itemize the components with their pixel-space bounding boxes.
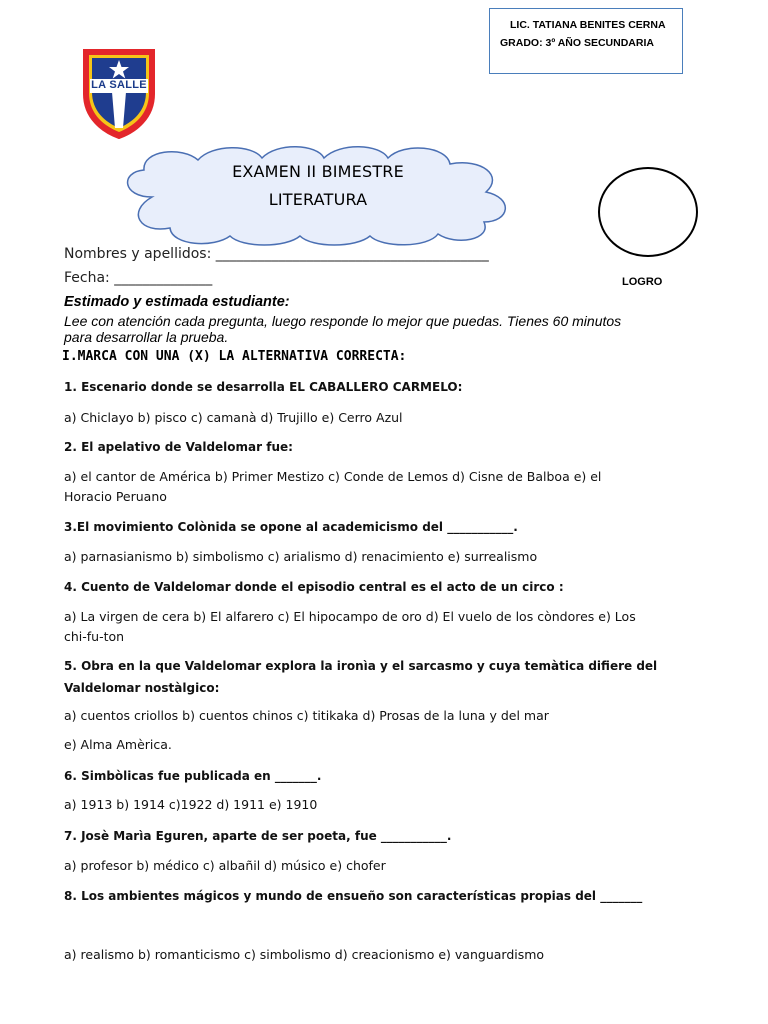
answers-4[interactable] [64, 607, 704, 647]
date-field[interactable]: Fecha: ______________ [64, 270, 213, 286]
answers-1[interactable]: a) Chiclayo b) pisco c) camanà d) Trujillo e) Cerro Azul [64, 410, 403, 425]
question-3: 3.El movimiento Colònida se opone al academicismo del ___________. [64, 520, 518, 534]
answers-3[interactable]: a) parnasianismo b) simbolismo c) arialismo d) renacimiento e) surrealismo [64, 549, 538, 564]
answers-5-line1[interactable]: a) cuentos criollos b) cuentos chinos c) titikaka d) Prosas de la luna y del mar [64, 708, 549, 723]
section-title: I.MARCA CON UNA (X) LA ALTERNATIVA CORRECTA: [62, 349, 407, 364]
answers-4-line2: chi-fu-ton [64, 629, 125, 644]
logo-text: LA SALLE [91, 79, 147, 91]
name-field[interactable]: Nombres y apellidos: _______________________________________ [64, 246, 489, 262]
answers-2-line2: Horacio Peruano [64, 489, 167, 504]
logro-label: LOGRO [622, 276, 663, 288]
question-5 [64, 655, 704, 699]
teacher-name: LIC. TATIANA BENITES CERNA [510, 19, 666, 31]
answers-5-line2[interactable]: e) Alma Amèrica. [64, 737, 172, 752]
answers-4-line1: a) La virgen de cera b) El alfarero c) El hipocampo de oro d) El vuelo de los còndores e) Los [64, 609, 636, 624]
question-7: 7. Josè Marìa Eguren, aparte de ser poeta, fue ___________. [64, 829, 452, 843]
exam-title-line2: LITERATURA [268, 190, 368, 209]
question-5-line2: Valdelomar nostàlgico: [64, 681, 220, 695]
instructions-line1: Lee con atención cada pregunta, luego responde lo mejor que puedas. Tienes 60 minutos [64, 313, 622, 329]
answers-6[interactable]: a) 1913 b) 1914 c)1922 d) 1911 e) 1910 [64, 797, 318, 812]
question-4: 4. Cuento de Valdelomar donde el episodio central es el acto de un circo : [64, 580, 564, 594]
exam-title-line1: EXAMEN II BIMESTRE [232, 162, 404, 181]
question-1: 1. Escenario donde se desarrolla EL CABALLERO CARMELO: [64, 380, 463, 394]
greeting: Estimado y estimada estudiante: [64, 294, 290, 310]
question-5-line1: 5. Obra en la que Valdelomar explora la ironìa y el sarcasmo y cuya temàtica difiere del [64, 659, 658, 673]
answers-2-line1: a) el cantor de América b) Primer Mestizo c) Conde de Lemos d) Cisne de Balboa e) el [64, 469, 602, 484]
instructions-line2: para desarrollar la prueba. [64, 329, 229, 345]
question-8: 8. Los ambientes mágicos y mundo de ensueño son características propias del _______ [64, 889, 643, 903]
grade-circle [598, 167, 698, 257]
answers-2[interactable] [64, 467, 704, 507]
exam-title [170, 158, 466, 214]
answers-8[interactable]: a) realismo b) romanticismo c) simbolismo d) creacionismo e) vanguardismo [64, 947, 545, 962]
la-salle-shield-logo [80, 46, 158, 140]
grade-label: GRADO: 3º AÑO SECUNDARIA [500, 37, 654, 49]
question-2: 2. El apelativo de Valdelomar fue: [64, 440, 293, 454]
question-6: 6. Simbòlicas fue publicada en _______. [64, 769, 322, 783]
teacher-info-box [489, 8, 683, 74]
answers-7[interactable]: a) profesor b) médico c) albañil d) músico e) chofer [64, 858, 386, 873]
instructions-text [64, 313, 724, 345]
